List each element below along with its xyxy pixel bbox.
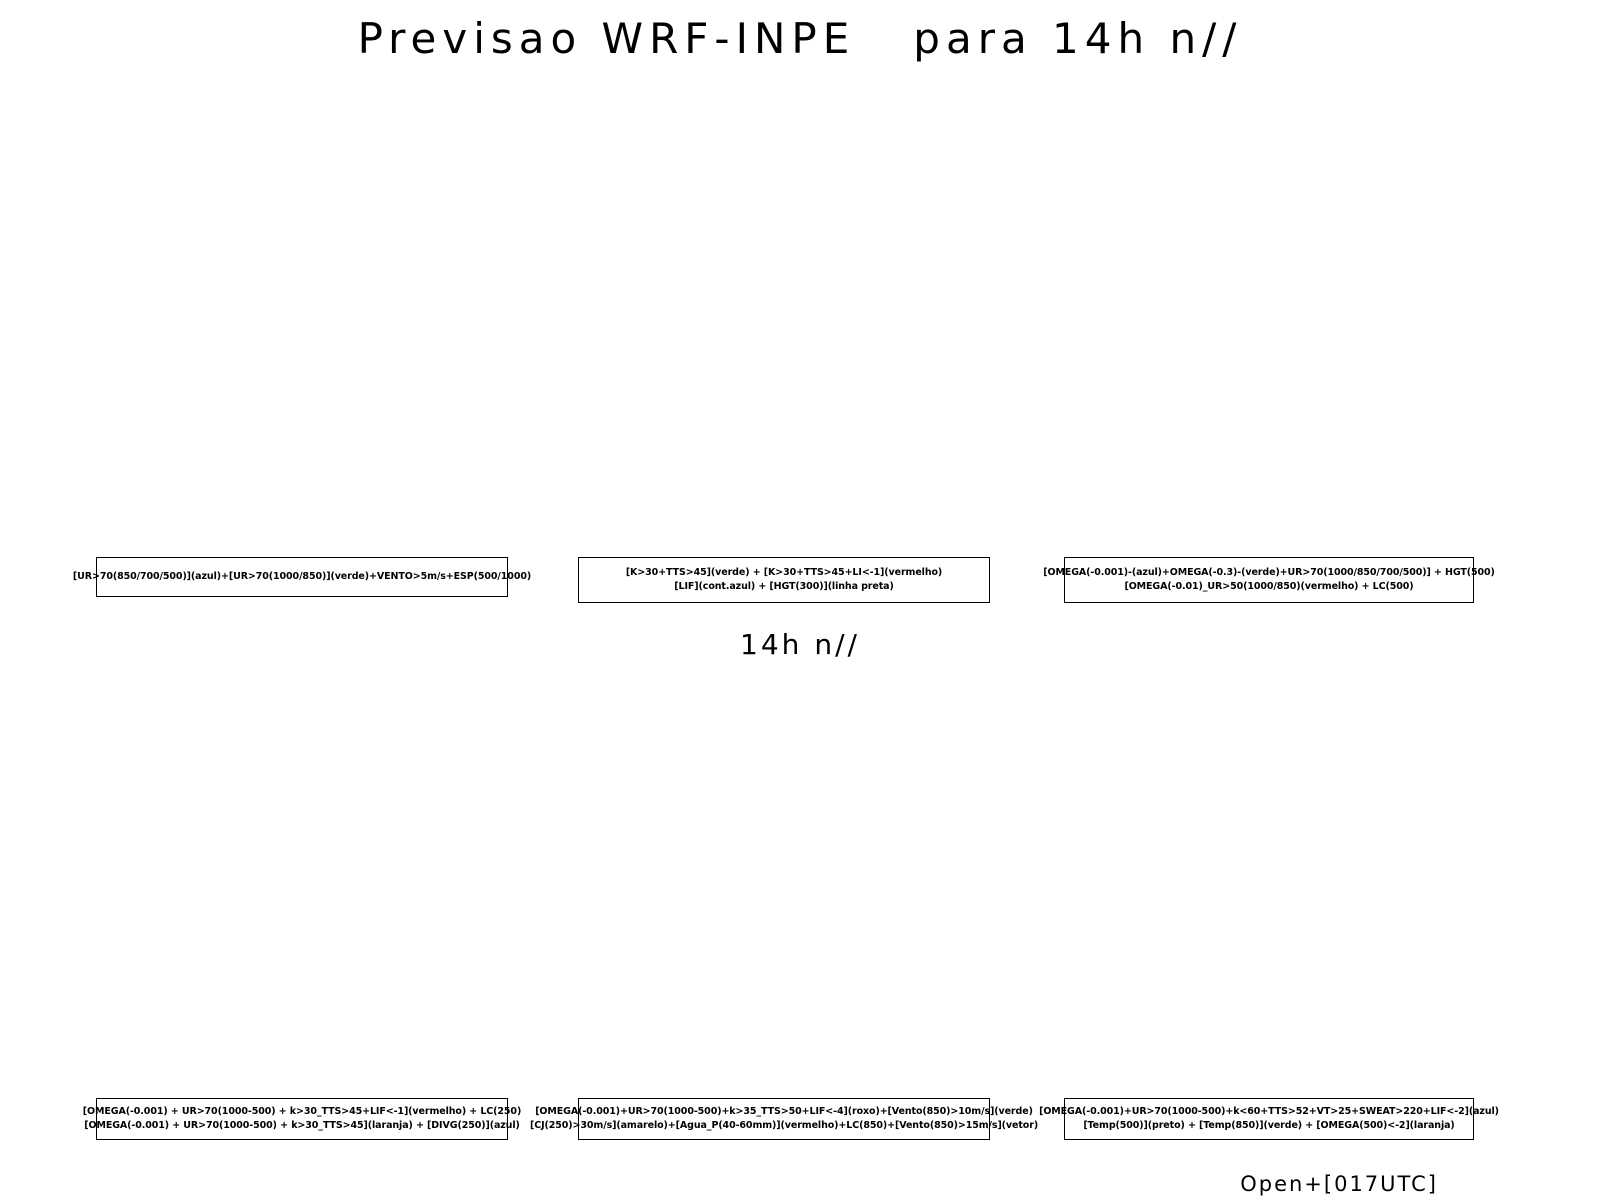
map-panel-top-right: [1064, 100, 1474, 550]
map-panel-bottom-center: [578, 680, 990, 1090]
legend-line: [OMEGA(-0.001)+UR>70(1000-500)+k<60+TTS>52+VT>25+SWEAT>220+LIF<-2](azul): [1039, 1106, 1499, 1118]
section-title: 14h n//: [740, 628, 860, 661]
page-title: Previsao WRF-INPE para 14h n//: [357, 14, 1243, 63]
map-panel-top-center: [578, 100, 990, 550]
legend-top-right: [1043, 557, 1495, 603]
legend-line: [OMEGA(-0.01)_UR>50(1000/850)(vermelho) + LC(500): [1124, 581, 1414, 592]
legend-line: [OMEGA(-0.001) + UR>70(1000-500) + k>30_TTS>45+LIF<-1](vermelho) + LC(250): [82, 1106, 522, 1118]
legend-top-center: [578, 557, 990, 603]
legend-bottom-left: [82, 1098, 522, 1140]
legend-line: [Temp(500)](preto) + [Temp(850)](verde) + [OMEGA(500)<-2](laranja): [1083, 1120, 1455, 1131]
legend-bottom-center: [529, 1098, 1039, 1140]
map-panel-top-left: [96, 100, 508, 550]
legend-bottom-right: [1039, 1098, 1499, 1140]
legend-line: [CJ(250)>30m/s](amarelo)+[Agua_P(40-60mm)](vermelho)+LC(850)+[Vento(850)>15m/s](vetor): [529, 1120, 1039, 1131]
map-panel-bottom-right: [1064, 680, 1474, 1090]
legend-line: [OMEGA(-0.001) + UR>70(1000-500) + k>30_TTS>45](laranja) + [DIVG(250)](azul): [84, 1120, 520, 1131]
legend-top-left: [72, 557, 532, 597]
legend-line: [UR>70(850/700/500)](azul)+[UR>70(1000/850)](verde)+VENTO>5m/s+ESP(500/1000): [72, 571, 532, 583]
legend-line: [K>30+TTS>45](verde) + [K>30+TTS>45+LI<-1](vermelho): [625, 567, 943, 579]
legend-line: [OMEGA(-0.001)+UR>70(1000-500)+k>35_TTS>50+LIF<-4](roxo)+[Vento(850)>10m/s](verde): [535, 1106, 1033, 1118]
footer-timestamp: Open+[017UTC]: [1240, 1172, 1438, 1196]
legend-line: [OMEGA(-0.001)-(azul)+OMEGA(-0.3)-(verde)+UR>70(1000/850/700/500)] + HGT(500): [1043, 567, 1495, 579]
legend-line: [LIF](cont.azul) + [HGT(300)](linha preta): [674, 581, 894, 592]
map-panel-bottom-left: [96, 680, 508, 1090]
